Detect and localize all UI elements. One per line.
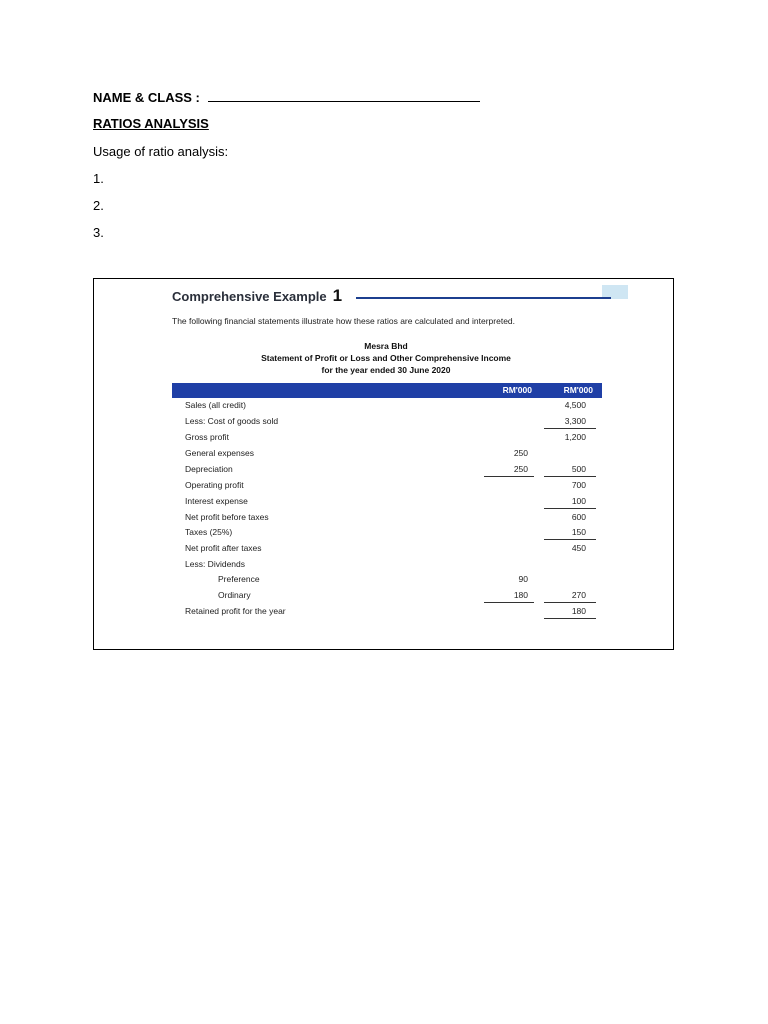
- row-value-2: 3,300: [564, 416, 586, 426]
- column-header-1: RM'000: [502, 385, 532, 395]
- row-value-1: 90: [518, 574, 528, 584]
- row-value-2: 600: [571, 512, 586, 522]
- example-frame: [93, 278, 674, 650]
- row-label: Less: Dividends: [185, 559, 246, 569]
- row-label: Ordinary: [218, 590, 251, 600]
- example-intro: The following financial statements illustrate how these ratios are calculated and interpreted.: [172, 316, 516, 326]
- example-title-text: Comprehensive Example: [172, 289, 327, 304]
- row-value-1: 250: [513, 464, 528, 474]
- row-value-2: 700: [571, 480, 586, 490]
- row-value-2: 180: [571, 606, 586, 616]
- list-number-3: 3.: [93, 225, 104, 240]
- table-row: [94, 512, 673, 527]
- row-value-2: 150: [571, 527, 586, 537]
- name-class-blank[interactable]: [208, 88, 480, 102]
- row-label: Sales (all credit): [185, 400, 246, 410]
- table-row: [94, 448, 673, 463]
- name-class-label: NAME & CLASS :: [93, 90, 200, 105]
- row-value-2: 4,500: [564, 400, 586, 410]
- underline-taxes: [544, 539, 596, 540]
- row-label: Interest expense: [185, 496, 248, 506]
- table-row: [94, 400, 673, 415]
- row-label: Less: Cost of goods sold: [185, 416, 279, 426]
- table-row: [94, 574, 673, 589]
- name-class-line: [93, 88, 480, 106]
- underline-retained: [544, 618, 596, 619]
- column-header-2: RM'000: [563, 385, 593, 395]
- statement-period: for the year ended 30 June 2020: [321, 365, 451, 375]
- example-number: 1: [332, 286, 343, 305]
- row-label: Taxes (25%): [185, 527, 233, 537]
- section-title: RATIOS ANALYSIS: [93, 116, 209, 131]
- underline-depreciation-col2: [544, 476, 596, 477]
- row-label: General expenses: [185, 448, 254, 458]
- list-number-1: 1.: [93, 171, 104, 186]
- row-label: Net profit before taxes: [185, 512, 269, 522]
- company-name: Mesra Bhd: [364, 341, 408, 351]
- underline-depreciation-col1: [484, 476, 534, 477]
- title-rule: [356, 297, 611, 299]
- table-header-bar: [172, 383, 602, 398]
- example-title: [172, 286, 342, 306]
- row-value-2: 270: [571, 590, 586, 600]
- underline-interest: [544, 508, 596, 509]
- row-label: Gross profit: [185, 432, 229, 442]
- table-row: [94, 480, 673, 495]
- row-label: Retained profit for the year: [185, 606, 286, 616]
- underline-ordinary-col2: [544, 602, 596, 603]
- row-value-1: 180: [513, 590, 528, 600]
- table-row: [94, 432, 673, 447]
- row-value-1: 250: [513, 448, 528, 458]
- table-row: [94, 559, 673, 574]
- row-value-2: 500: [571, 464, 586, 474]
- row-label: Depreciation: [185, 464, 233, 474]
- table-row: [94, 543, 673, 558]
- row-label: Preference: [218, 574, 260, 584]
- statement-title: Statement of Profit or Loss and Other Comprehensive Income: [261, 353, 511, 363]
- usage-heading: Usage of ratio analysis:: [93, 144, 229, 159]
- row-value-2: 1,200: [564, 432, 586, 442]
- row-value-2: 450: [571, 543, 586, 553]
- row-label: Net profit after taxes: [185, 543, 262, 553]
- row-value-2: 100: [571, 496, 586, 506]
- list-number-2: 2.: [93, 198, 104, 213]
- underline-cost-of-goods: [544, 428, 596, 429]
- row-label: Operating profit: [185, 480, 244, 490]
- underline-ordinary-col1: [484, 602, 534, 603]
